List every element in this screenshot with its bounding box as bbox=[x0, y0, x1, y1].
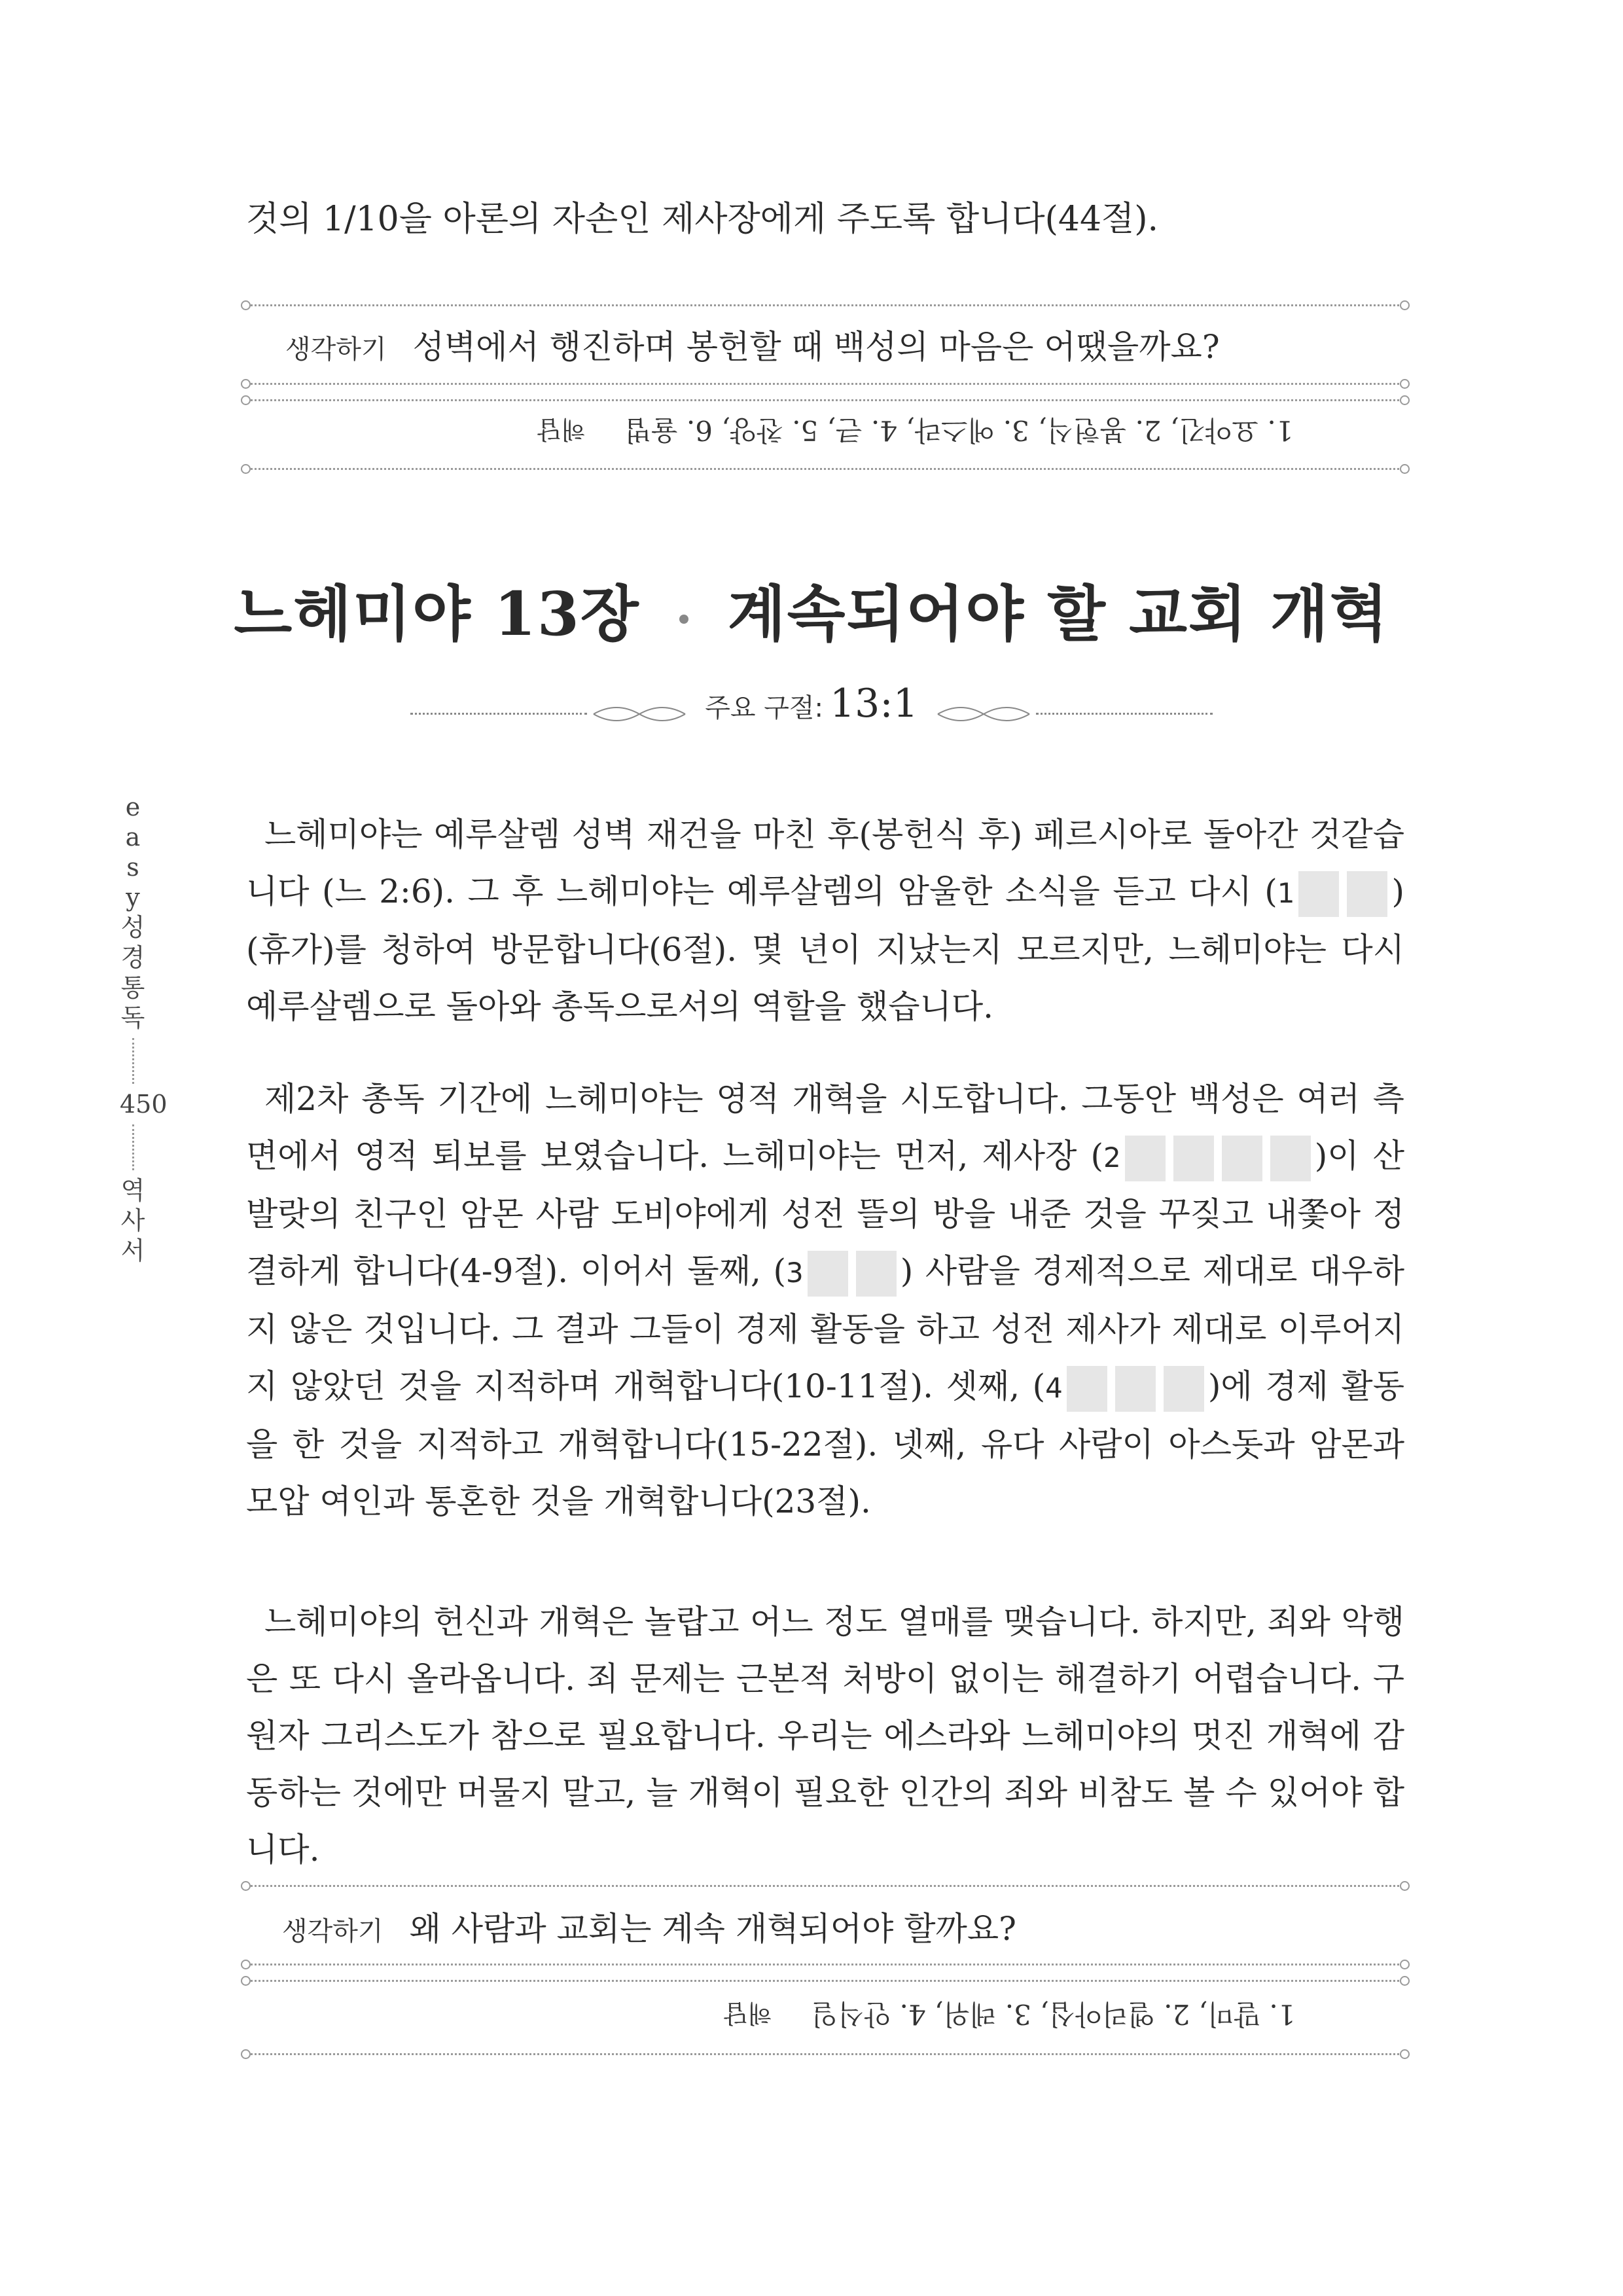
ornament-left-icon bbox=[590, 701, 688, 727]
chapter-title-right: 계속되어야 할 교회 개혁 bbox=[727, 579, 1389, 649]
key-verse bbox=[0, 681, 1623, 727]
para2-text-b: )이 산발랏의 친구인 암몬 사람 도비야에게 성전 뜰의 방을 내준 것을 꾸짖고 내쫓아 정결하게 합니다(4-9절). 이어서 둘째, ( bbox=[246, 1137, 1404, 1290]
dotted-divider bbox=[246, 304, 1404, 306]
answer-text: 1. 요야긴, 2. 봉헌식, 3. 에스라, 4. 큰, 5. 찬양, 6. 율법 bbox=[624, 414, 1294, 446]
blank-box bbox=[1164, 1366, 1204, 1412]
series-char: 통 bbox=[120, 973, 145, 1002]
ornament-right-icon bbox=[935, 701, 1033, 727]
blank-box bbox=[1270, 1136, 1311, 1181]
think-question-1 bbox=[285, 321, 1220, 368]
para3-text: 느헤미야의 헌신과 개혁은 놀랍고 어느 정도 열매를 맺습니다. 하지만, 죄와 악행은 또 다시 올라옵니다. 죄 문제는 근본적 처방이 없이는 해결하기 어렵습니다. 구원자 그리스도가 참으로 필요합니다. 우리는 에스라와 느헤미야의 멋진 개혁에 감동하는 것에만 머물지 말고, 늘 개혁이 필요한 인간의 죄와 비참도 볼 수 있어야 합니다. bbox=[246, 1603, 1404, 1869]
dotted-divider bbox=[246, 2053, 1404, 2055]
key-verse-label: 주요 구절: bbox=[705, 693, 823, 723]
dotted-line-right bbox=[1036, 713, 1213, 715]
think-box-2 bbox=[246, 1882, 1404, 2058]
blank-number: 1 bbox=[1277, 877, 1295, 909]
side-running-head bbox=[120, 792, 168, 1266]
dotted-divider bbox=[246, 399, 1404, 401]
blank-box bbox=[1298, 871, 1339, 917]
section-char: 역 bbox=[120, 1176, 145, 1205]
paragraph-3 bbox=[246, 1594, 1404, 1878]
blank-box bbox=[808, 1251, 848, 1297]
series-char: a bbox=[125, 823, 141, 852]
para1-text-a: 느헤미야는 예루살렘 성벽 재건을 마친 후(봉헌식 후) 페르시아로 돌아간 것같습니다 (느 2:6). 그 후 느헤미야는 예루살렘의 암울한 소식을 듣고 다시 ( bbox=[246, 816, 1404, 910]
answer-1 bbox=[537, 412, 1293, 452]
answer-text: 1. 말미, 2. 엘리아십, 3. 레위, 4. 안식일 bbox=[811, 1998, 1296, 2030]
para2-text-a: 제2차 총독 기간에 느헤미야는 영적 개혁을 시도합니다. 그동안 백성은 여러 측면에서 영적 퇴보를 보였습니다. 느헤미야는 먼저, 제사장 ( bbox=[246, 1080, 1404, 1175]
think-box-1 bbox=[246, 301, 1404, 471]
answer-label: 해답 bbox=[724, 1999, 772, 2028]
page-number: 450 bbox=[120, 1090, 168, 1119]
section-char: 서 bbox=[120, 1236, 145, 1265]
series-char: 독 bbox=[120, 1003, 145, 1032]
section-char: 사 bbox=[120, 1206, 145, 1235]
blank-box bbox=[1115, 1366, 1156, 1412]
key-verse-number: 13:1 bbox=[830, 681, 918, 726]
title-separator-dot bbox=[679, 615, 688, 624]
think-label: 생각하기 bbox=[282, 1916, 383, 1946]
series-char: 성 bbox=[120, 913, 145, 942]
para2-text-c: ) 사람을 경제적으로 제대로 대우하지 않은 것입니다. 그 결과 그들이 경제 활동을 하고 성전 제사가 제대로 이루어지지 않았던 것을 지적하며 개혁합니다(10-11절). 셋째, ( bbox=[246, 1252, 1405, 1405]
dotted-divider bbox=[246, 1964, 1404, 1965]
blank-box bbox=[1067, 1366, 1107, 1412]
chapter-title-left: 느헤미야 13장 bbox=[234, 579, 640, 649]
dotted-divider bbox=[246, 1885, 1404, 1887]
paragraph-1 bbox=[246, 806, 1404, 1035]
para2-text-d: )에 경제 활동을 한 것을 지적하고 개혁합니다(15-22절). 넷째, 유다 사람이 아스돗과 암몬과 모압 여인과 통혼한 것을 개혁합니다(23절). bbox=[246, 1367, 1404, 1520]
answer-label: 해답 bbox=[537, 415, 586, 444]
blank-box bbox=[1173, 1136, 1214, 1181]
para1-text-b: )(휴가)를 청하여 방문합니다(6절). 몇 년이 지났는지 모르지만, 느헤미야는 다시 예루살렘으로 돌아와 총독으로서의 역할을 했습니다. bbox=[246, 872, 1404, 1026]
question-text: 성벽에서 행진하며 봉헌할 때 백성의 마음은 어땠을까요? bbox=[412, 328, 1220, 366]
series-char: y bbox=[126, 883, 140, 912]
intro-text: 것의 1/10을 아론의 자손인 제사장에게 주도록 합니다(44절). bbox=[246, 200, 1159, 239]
dotted-divider bbox=[246, 383, 1404, 385]
blank-number: 3 bbox=[786, 1257, 804, 1289]
think-label: 생각하기 bbox=[285, 334, 387, 365]
think-question-2 bbox=[282, 1903, 1016, 1950]
series-char: e bbox=[125, 793, 141, 821]
blank-number: 2 bbox=[1103, 1141, 1121, 1174]
blank-box bbox=[1222, 1136, 1262, 1181]
dotted-divider bbox=[246, 468, 1404, 470]
series-char: 경 bbox=[120, 943, 145, 972]
blank-box bbox=[1347, 871, 1387, 917]
side-dots bbox=[132, 1038, 134, 1084]
answer-2 bbox=[724, 1996, 1296, 2036]
blank-box bbox=[1125, 1136, 1166, 1181]
paragraph-2 bbox=[246, 1071, 1404, 1530]
blank-number: 4 bbox=[1045, 1372, 1063, 1404]
series-char: s bbox=[126, 853, 139, 882]
question-text: 왜 사람과 교회는 계속 개혁되어야 할까요? bbox=[409, 1910, 1016, 1948]
side-dots bbox=[132, 1124, 134, 1170]
chapter-title bbox=[0, 566, 1623, 653]
dotted-line-left bbox=[410, 713, 587, 715]
dotted-divider bbox=[246, 1980, 1404, 1982]
blank-box bbox=[856, 1251, 897, 1297]
